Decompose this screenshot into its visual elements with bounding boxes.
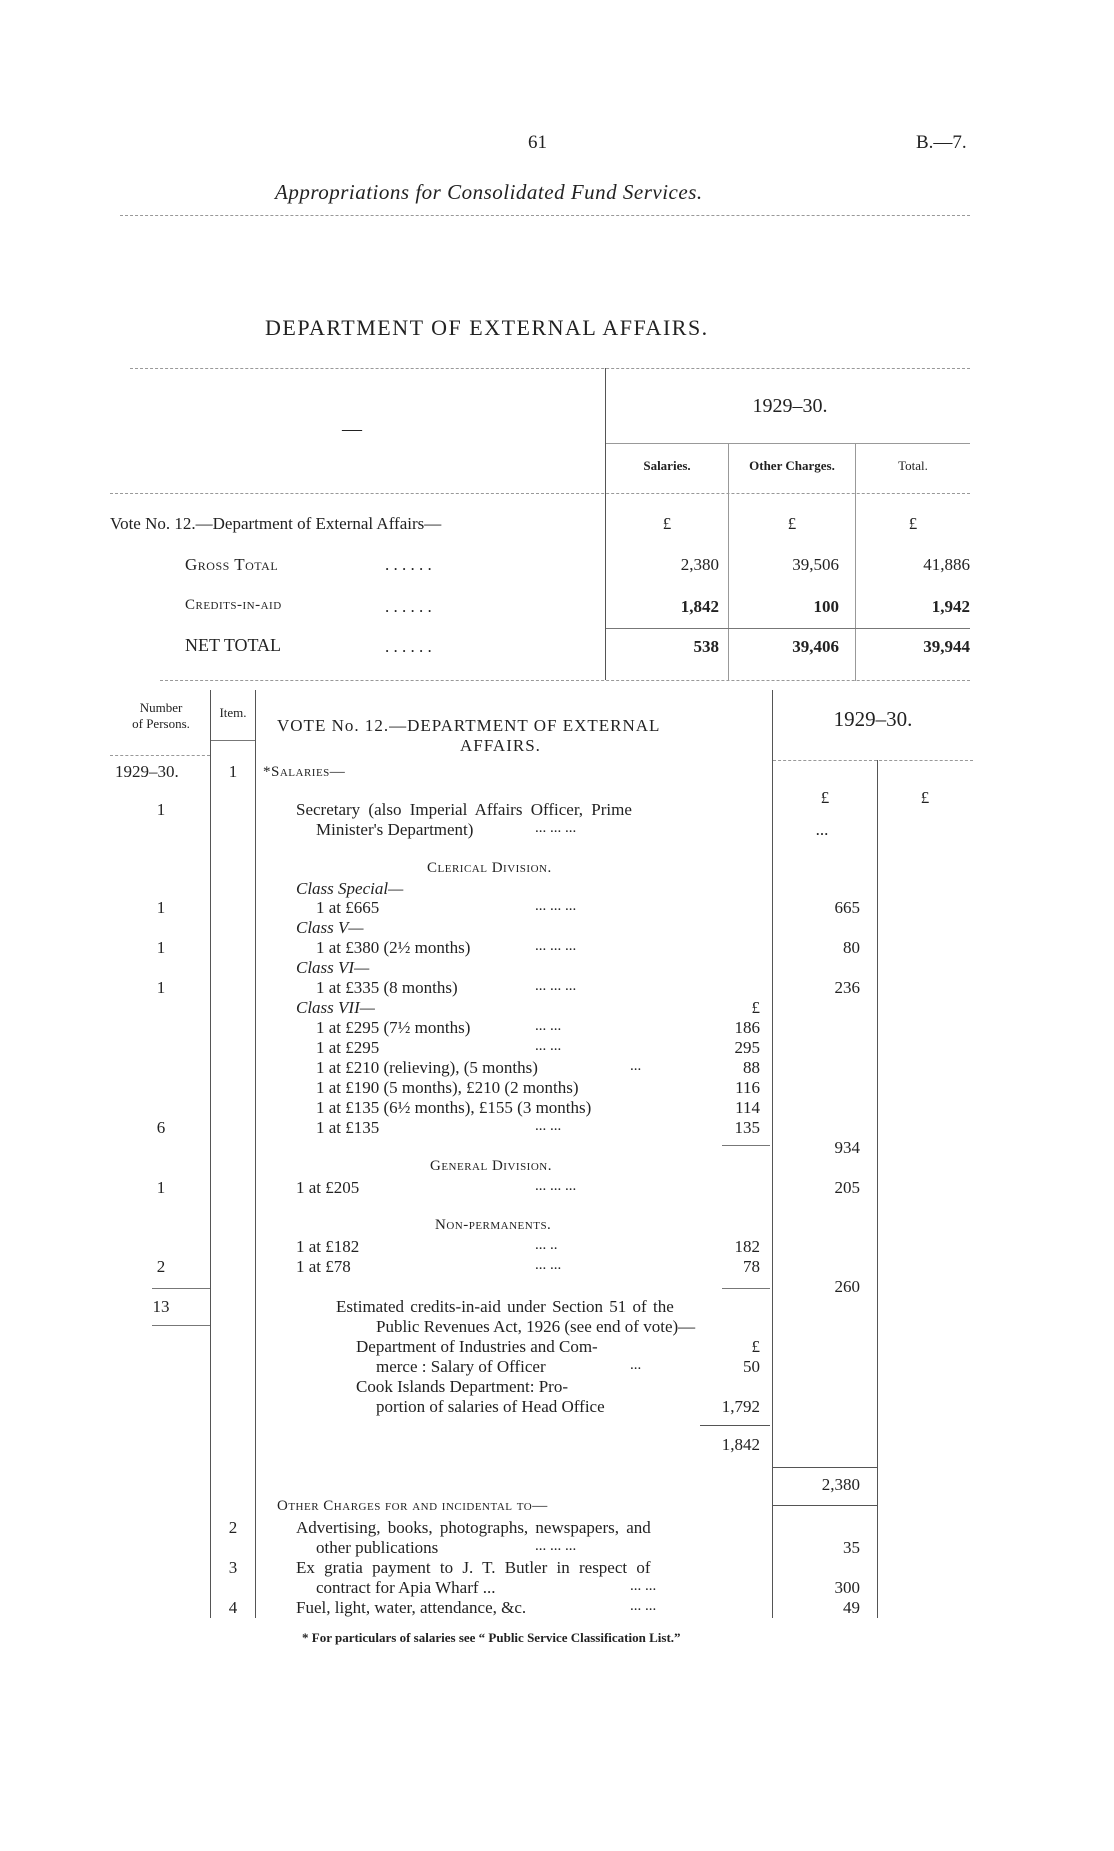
nonperm-amount-2: 78	[743, 1257, 760, 1276]
persons-rule-bottom	[152, 1325, 210, 1326]
net-total-dots: . . . . . .	[385, 637, 432, 656]
class-vi-num: 1	[156, 978, 166, 997]
class-special-amount: 665	[834, 898, 860, 917]
nonperm-num: 2	[156, 1257, 166, 1276]
credits-line1: Estimated credits-in-aid under Section 51 of the	[336, 1297, 674, 1316]
clerical-heading: Clerical Division.	[427, 860, 552, 876]
class-vii-pound: £	[751, 998, 760, 1017]
vote-title-line1: VOTE No. 12.—DEPARTMENT OF EXTERNAL	[277, 716, 661, 735]
nonperm-dots-2: ... ...	[535, 1257, 562, 1273]
other-charges-heading: Other Charges for and incidental to—	[277, 1498, 548, 1514]
header-rule	[120, 215, 970, 216]
other-line-3b: contract for Apia Wharf ...	[316, 1578, 496, 1597]
class-vii-dots-6: ... ...	[535, 1118, 562, 1134]
detail-year-rule	[773, 760, 973, 761]
document-reference: B.—7.	[916, 132, 967, 153]
credits-rule	[700, 1425, 770, 1426]
class-v-num: 1	[156, 938, 166, 957]
summary-year: 1929–30.	[752, 395, 828, 417]
gross-total-dots: . . . . . .	[385, 555, 432, 574]
rule-desc-amount	[772, 690, 773, 1618]
persons-rule-top	[152, 1288, 210, 1289]
other-dots-4: ... ...	[630, 1598, 657, 1614]
other-line-2a: Advertising, books, photographs, newspapers, and	[296, 1518, 651, 1537]
credits-line3: Department of Industries and Com-	[356, 1337, 598, 1356]
detail-pound-right: £	[920, 788, 930, 807]
general-dots: ... ... ...	[535, 1178, 577, 1194]
class-vii-line-1: 1 at £295 (7½ months)	[316, 1018, 471, 1037]
class-vii-total: 934	[834, 1138, 860, 1157]
summary-year-rule	[606, 443, 970, 444]
gross-total-label: Gross Total	[185, 555, 279, 574]
gross-other: 39,506	[792, 555, 839, 574]
credits-line2: Public Revenues Act, 1926 (see end of vote)—	[376, 1317, 696, 1336]
class-vii-num: 6	[156, 1118, 166, 1137]
total-persons: 13	[152, 1297, 170, 1316]
footnote: * For particulars of salaries see “ Public Service Classification List.”	[302, 1630, 681, 1645]
class-vii-rule	[722, 1145, 770, 1146]
class-vii-line-2: 1 at £295	[316, 1038, 380, 1057]
class-vii-line-5: 1 at £135 (6½ months), £155 (3 months)	[316, 1098, 592, 1117]
credits-amount-1: 50	[743, 1357, 760, 1376]
page-subtitle: Appropriations for Consolidated Fund Services.	[275, 180, 703, 204]
vote-label: Vote No. 12.—Department of External Affairs—	[110, 514, 442, 533]
general-amount: 205	[834, 1178, 860, 1197]
class-vii-amount-5: 114	[735, 1098, 760, 1117]
salaries-total: 2,380	[821, 1475, 860, 1494]
other-amount-2: 35	[843, 1538, 860, 1557]
class-special: Class Special—	[296, 879, 404, 898]
general-line: 1 at £205	[296, 1178, 360, 1197]
nonperm-line-1: 1 at £182	[296, 1237, 360, 1256]
other-dots-2: ... ... ...	[535, 1538, 577, 1554]
nonperm-rule	[722, 1288, 770, 1289]
summary-dash: —	[342, 418, 362, 440]
class-v-amount: 80	[843, 938, 860, 957]
credits-dots: . . . . . .	[385, 597, 432, 616]
summary-head-rule	[110, 493, 970, 494]
credits-line4-dots: ...	[630, 1357, 642, 1373]
credits-line6: portion of salaries of Head Office	[376, 1397, 605, 1416]
class-special-num: 1	[156, 898, 166, 917]
credits-line4: merce : Salary of Officer	[376, 1357, 546, 1376]
class-vi-dots: ... ... ...	[535, 978, 577, 994]
credits-label: Credits-in-aid	[185, 597, 282, 613]
secretary-amount: ...	[815, 820, 829, 839]
class-vii-amount-4: 116	[735, 1078, 760, 1097]
class-vii: Class VII—	[296, 998, 375, 1017]
net-other: 39,406	[792, 637, 839, 656]
class-special-line: 1 at £665	[316, 898, 380, 917]
pound-salaries: £	[662, 514, 672, 533]
department-title: DEPARTMENT OF EXTERNAL AFFAIRS.	[265, 315, 709, 340]
credits-pound: £	[751, 1337, 760, 1356]
class-v: Class V—	[296, 918, 364, 937]
credits-line5: Cook Islands Department: Pro-	[356, 1377, 568, 1396]
credits-total: 1,842	[721, 1435, 760, 1454]
summary-top-rule	[130, 368, 970, 369]
num-header-rule	[110, 755, 210, 756]
salaries-total-rule	[773, 1467, 877, 1468]
pound-total: £	[908, 514, 918, 533]
class-v-line: 1 at £380 (2½ months)	[316, 938, 471, 957]
net-total-label: NET TOTAL	[185, 635, 282, 655]
class-vi: Class VI—	[296, 958, 370, 977]
nonperm-total: 260	[834, 1277, 860, 1296]
rule-item-desc	[255, 690, 256, 1618]
class-vii-dots-1: ... ...	[535, 1018, 562, 1034]
class-vii-dots-3: ...	[630, 1058, 642, 1074]
salaries-heading: *Salaries—	[263, 764, 346, 780]
col-item: Item.	[219, 705, 247, 720]
pound-other: £	[787, 514, 797, 533]
secretary-dots: ... ... ...	[535, 820, 577, 836]
other-item-4: 4	[228, 1598, 238, 1617]
detail-year: 1929–30.	[833, 707, 913, 731]
detail-pound-left: £	[820, 788, 830, 807]
rule-amount-total	[877, 760, 878, 1618]
item-1: 1	[228, 762, 238, 781]
other-item-2: 2	[228, 1518, 238, 1537]
gross-salaries: 2,380	[680, 555, 719, 574]
col-number-persons: Number	[139, 700, 183, 715]
net-rule	[606, 628, 970, 629]
class-vii-line-4: 1 at £190 (5 months), £210 (2 months)	[316, 1078, 579, 1097]
class-vii-amount-2: 295	[734, 1038, 760, 1057]
other-amount-3: 300	[834, 1578, 860, 1597]
class-vi-amount: 236	[834, 978, 860, 997]
class-vi-line: 1 at £335 (8 months)	[316, 978, 458, 997]
summary-divider-main	[605, 368, 606, 680]
class-vii-amount-1: 186	[734, 1018, 760, 1037]
other-line-2b: other publications	[316, 1538, 439, 1557]
col-number-persons-2: of Persons.	[132, 716, 190, 731]
class-vii-dots-2: ... ...	[535, 1038, 562, 1054]
salaries-total-rule-2	[773, 1505, 877, 1506]
class-v-dots: ... ... ...	[535, 938, 577, 954]
rule-num-item	[210, 690, 211, 1618]
secretary-line2: Minister's Department)	[316, 820, 474, 839]
general-heading: General Division.	[430, 1158, 552, 1174]
vote-title-line2: AFFAIRS.	[460, 736, 541, 755]
other-line-4a: Fuel, light, water, attendance, &c.	[296, 1598, 527, 1617]
credits-other: 100	[813, 597, 839, 616]
credits-total: 1,942	[931, 597, 970, 616]
nonperm-amount-1: 182	[734, 1237, 760, 1256]
page-number: 61	[528, 132, 547, 153]
class-vii-line-6: 1 at £135	[316, 1118, 380, 1137]
class-vii-line-3: 1 at £210 (relieving), (5 months)	[316, 1058, 538, 1077]
col-other-charges: Other Charges.	[749, 458, 835, 473]
item-header-rule	[211, 740, 255, 741]
secretary-num: 1	[156, 800, 166, 819]
col-salaries: Salaries.	[643, 458, 691, 473]
net-salaries: 538	[693, 637, 719, 656]
nonperm-heading: Non-permanents.	[435, 1217, 552, 1233]
class-vii-amount-6: 135	[734, 1118, 760, 1137]
other-item-3: 3	[228, 1558, 238, 1577]
class-vii-amount-3: 88	[743, 1058, 760, 1077]
col-total: Total.	[898, 458, 928, 473]
net-total: 39,944	[923, 637, 970, 656]
other-dots-3: ... ...	[630, 1578, 657, 1594]
gross-total: 41,886	[923, 555, 970, 574]
credits-amount-2: 1,792	[721, 1397, 760, 1416]
nonperm-dots-1: ... ..	[535, 1237, 558, 1253]
class-special-dots: ... ... ...	[535, 898, 577, 914]
other-amount-4: 49	[843, 1598, 860, 1617]
summary-bottom-rule	[160, 680, 970, 681]
other-line-3a: Ex gratia payment to J. T. Butler in respect of	[296, 1558, 651, 1577]
detail-year-left: 1929–30.	[115, 762, 179, 781]
credits-salaries: 1,842	[680, 597, 719, 616]
general-num: 1	[156, 1178, 166, 1197]
secretary-line1: Secretary (also Imperial Affairs Officer, Prime	[296, 800, 632, 819]
nonperm-line-2: 1 at £78	[296, 1257, 351, 1276]
